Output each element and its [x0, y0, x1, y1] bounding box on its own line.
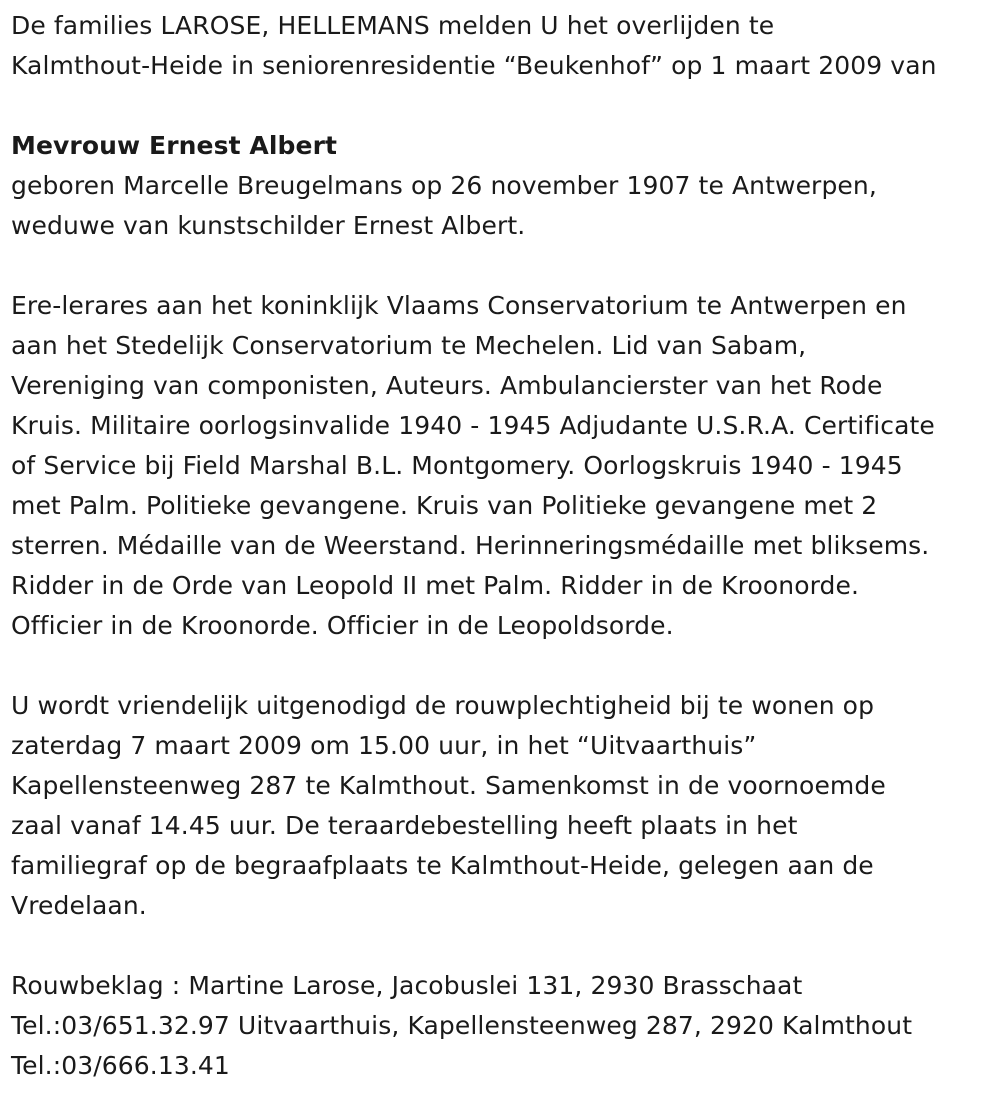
contact-line: Rouwbeklag : Martine Larose, Jacobuslei 131, 2930 Brasschaat [11, 971, 803, 1000]
paragraph-gap [11, 246, 996, 286]
funeral-line: Vredelaan. [11, 891, 147, 920]
funeral-line: U wordt vriendelijk uitgenodigd de rouwplechtigheid bij te wonen op [11, 691, 875, 720]
intro-line: De families LAROSE, HELLEMANS melden U het overlijden te [11, 11, 775, 40]
deceased-name: Mevrouw Ernest Albert [11, 131, 338, 160]
contact-paragraph [11, 966, 996, 1086]
paragraph-gap [11, 86, 996, 126]
funeral-paragraph [11, 686, 996, 926]
contact-line: Tel.:03/666.13.41 [11, 1051, 230, 1080]
career-line: Kruis. Militaire oorlogsinvalide 1940 - 1945 Adjudante U.S.R.A. Certificate [11, 411, 935, 440]
career-line: of Service bij Field Marshal B.L. Montgomery. Oorlogskruis 1940 - 1945 [11, 451, 903, 480]
career-line: Ridder in de Orde van Leopold II met Palm. Ridder in de Kroonorde. [11, 571, 860, 600]
career-line: Ere-lerares aan het koninklijk Vlaams Conservatorium te Antwerpen en [11, 291, 907, 320]
career-line: Officier in de Kroonorde. Officier in de Leopoldsorde. [11, 611, 674, 640]
career-line: sterren. Médaille van de Weerstand. Herinneringsmédaille met bliksems. [11, 531, 930, 560]
contact-line: Tel.:03/651.32.97 Uitvaarthuis, Kapellensteenweg 287, 2920 Kalmthout [11, 1011, 913, 1040]
funeral-line: familiegraf op de begraafplaats te Kalmthout-Heide, gelegen aan de [11, 851, 874, 880]
funeral-line: zaal vanaf 14.45 uur. De teraardebestelling heeft plaats in het [11, 811, 798, 840]
birth-line: geboren Marcelle Breugelmans op 26 november 1907 te Antwerpen, [11, 171, 877, 200]
paragraph-gap [11, 646, 996, 686]
intro-paragraph [11, 6, 996, 86]
funeral-line: Kapellensteenweg 287 te Kalmthout. Samenkomst in de voornoemde [11, 771, 886, 800]
birth-paragraph [11, 166, 996, 246]
intro-line: Kalmthout-Heide in seniorenresidentie “Beukenhof” op 1 maart 2009 van [11, 51, 937, 80]
career-line: met Palm. Politieke gevangene. Kruis van Politieke gevangene met 2 [11, 491, 878, 520]
career-line: aan het Stedelijk Conservatorium te Mechelen. Lid van Sabam, [11, 331, 807, 360]
career-paragraph [11, 286, 996, 646]
obituary-notice [11, 6, 996, 1086]
birth-line: weduwe van kunstschilder Ernest Albert. [11, 211, 526, 240]
paragraph-gap [11, 926, 996, 966]
funeral-line: zaterdag 7 maart 2009 om 15.00 uur, in het “Uitvaarthuis” [11, 731, 757, 760]
career-line: Vereniging van componisten, Auteurs. Ambulancierster van het Rode [11, 371, 883, 400]
